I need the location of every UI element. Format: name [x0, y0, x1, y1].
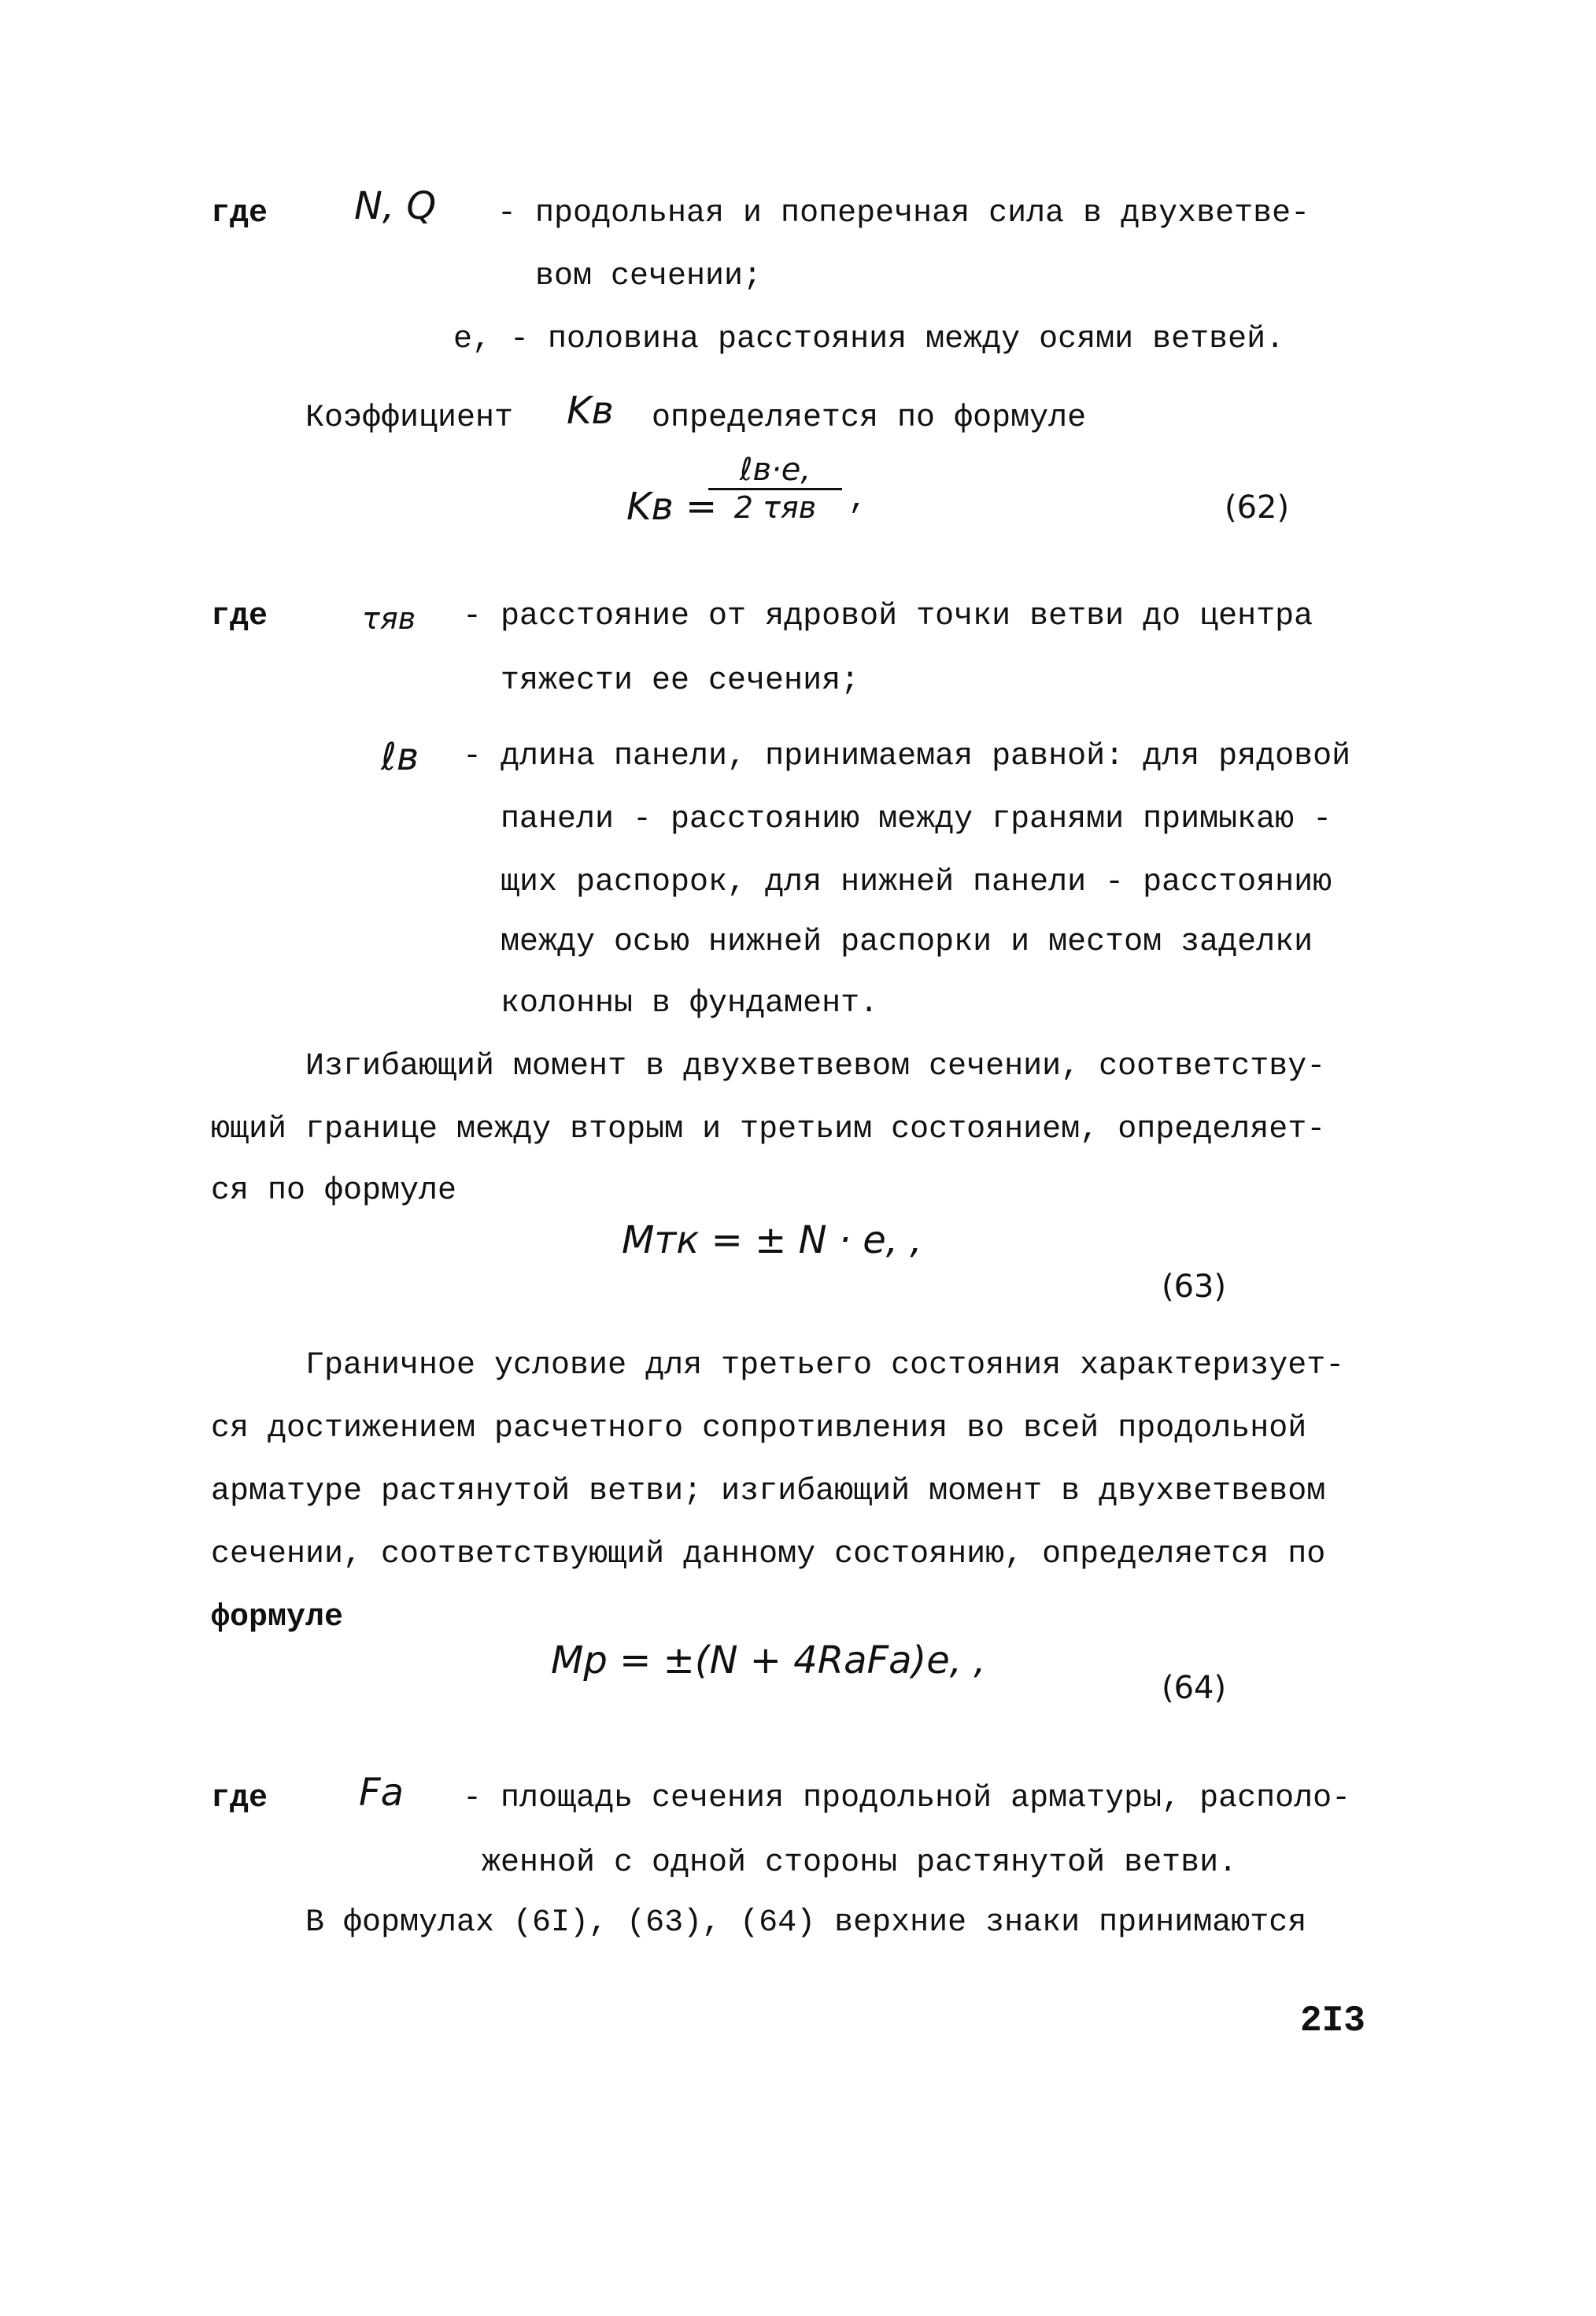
formula-62-denominator: 2 τяв — [733, 490, 817, 525]
page-number: 2I3 — [1300, 2000, 1365, 2041]
formula-63-number: (63) — [1162, 1269, 1227, 1305]
paragraph-2-line3: арматуре растянутой ветви; изгибающий момент в двухветвевом — [211, 1474, 1326, 1509]
definition-l-line5: колонны в фундамент. — [501, 986, 879, 1021]
paragraph-2-line2: ся достижением расчетного сопротивления во всей продольной — [211, 1411, 1307, 1446]
definition-l-line1: - длина панели, принимаемая равной: для рядовой — [463, 739, 1351, 774]
paragraph-2-line5: формуле — [211, 1600, 344, 1635]
definition-fa-line2: женной с одной стороны растянутой ветви. — [482, 1845, 1238, 1881]
formula-62-comma: , — [848, 482, 868, 518]
definition-n-q-line1: - продольная и поперечная сила в двухветве- — [497, 196, 1310, 231]
coefficient-symbol: Kв — [567, 389, 614, 433]
coefficient-intro-b: определяется по формуле — [652, 401, 1087, 436]
symbol-fa: Fa — [359, 1771, 405, 1815]
definition-fa-line1: - площадь сечения продольной арматуры, располо- — [463, 1781, 1351, 1816]
paragraph-1-line1: Изгибающий момент в двухветвевом сечении, соответству- — [305, 1049, 1326, 1084]
formula-64-number: (64) — [1162, 1670, 1227, 1706]
definition-tau-line1: - расстояние от ядровой точки ветви до центра — [463, 599, 1313, 634]
definition-n-q-line2: вом сечении; — [535, 259, 763, 294]
paragraph-2-line1: Граничное условие для третьего состояния характеризует- — [305, 1348, 1345, 1383]
coefficient-intro-a: Коэффициент — [305, 401, 514, 436]
formula-62-number: (62) — [1225, 489, 1290, 526]
symbol-l: ℓв — [381, 735, 419, 779]
paragraph-1-line2: ющий границе между вторым и третьим состоянием, определяет- — [211, 1112, 1326, 1147]
formula-62-lhs: Kв = — [626, 485, 718, 529]
definition-e1: e, - половина расстояния между осями ветвей. — [453, 322, 1285, 357]
symbol-n-q: N, Q — [354, 184, 437, 228]
symbol-tau: τяв — [362, 601, 416, 636]
definition-l-line2: панели - расстоянию между гранями примыкаю - — [501, 802, 1332, 837]
definition-tau-line2: тяжести ее сечения; — [501, 663, 860, 699]
closing-line: В формулах (6I), (63), (64) верхние знаки принимаются — [305, 1905, 1307, 1941]
formula-62-fraction — [708, 452, 842, 525]
where-label-2: где — [211, 599, 268, 634]
formula-63: Mтк = ± N · e, , — [622, 1218, 922, 1262]
definition-l-line4: между осью нижней распорки и местом заделки — [501, 925, 1313, 960]
where-label-1: где — [211, 196, 268, 231]
paragraph-1-line3: ся по формуле — [211, 1173, 457, 1209]
formula-64: Mp = ±(N + 4RaFa)e, , — [551, 1638, 986, 1683]
where-label-3: где — [211, 1781, 268, 1816]
definition-l-line3: щих распорок, для нижней панели - расстоянию — [501, 865, 1332, 900]
paragraph-2-line4: сечении, соответствующий данному состоянию, определяется по — [211, 1537, 1326, 1572]
formula-62-numerator: ℓв·e, — [739, 452, 811, 488]
